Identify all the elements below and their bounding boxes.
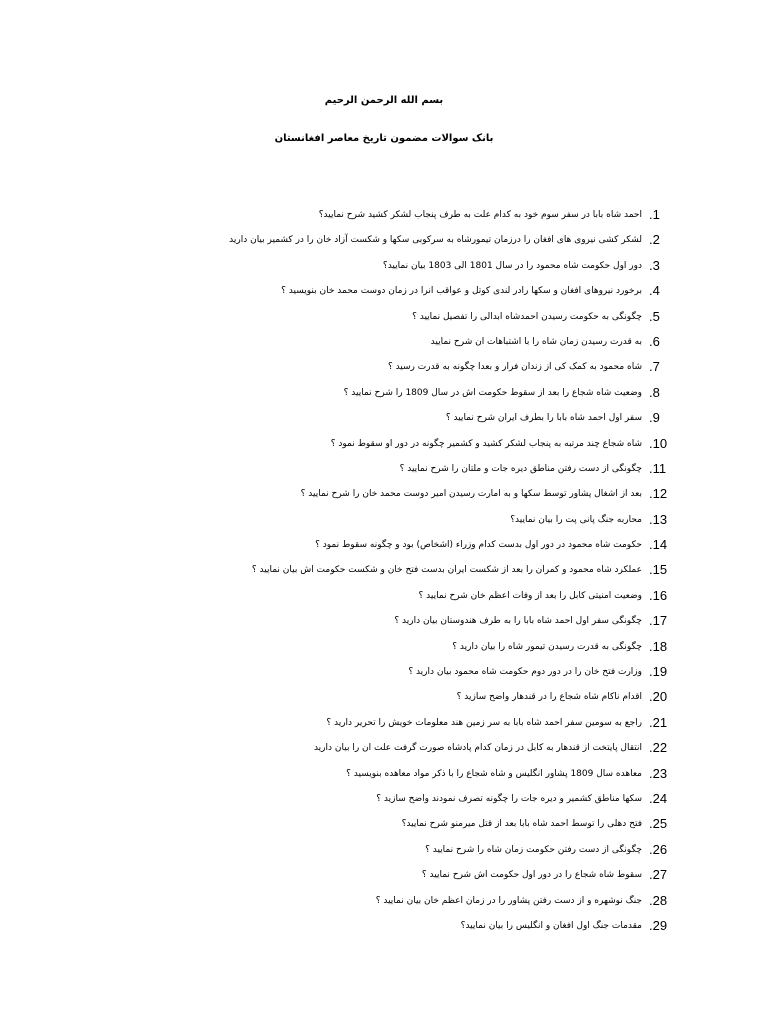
question-item bbox=[0, 558, 768, 583]
question-number: .10 bbox=[649, 435, 668, 451]
document-title: بانک سوالات مضمون تاریخ معاصر افغانستان bbox=[274, 133, 494, 144]
question-number: .26 bbox=[649, 841, 668, 857]
question-text: چگونگی از دست رفتن حکومت زمان شاه را شرح نمایید ؟ bbox=[425, 844, 642, 855]
question-item bbox=[0, 533, 768, 558]
question-text: لشکر کشی نیروی های افغان را درزمان تیمورشاه به سرکوبی سکها و شکست آزاد خان را در کشمیر بیان دارید bbox=[229, 235, 642, 246]
question-item bbox=[0, 609, 768, 634]
question-item bbox=[0, 660, 768, 685]
question-text: سفر اول احمد شاه بابا را بطرف ایران شرح نمایید ؟ bbox=[445, 413, 642, 424]
question-number: .19 bbox=[649, 664, 668, 680]
question-number: .24 bbox=[649, 790, 668, 806]
question-text: به قدرت رسیدن زمان شاه را با اشتباهات ان شرح نمایید bbox=[430, 336, 642, 347]
question-item bbox=[0, 381, 768, 406]
question-item bbox=[0, 711, 768, 736]
question-text: وضعیت امنیتی کابل را بعد از وفات اعظم خان شرح نمایید ؟ bbox=[418, 590, 642, 601]
question-item bbox=[0, 635, 768, 660]
question-number: .15 bbox=[649, 562, 668, 578]
question-item bbox=[0, 254, 768, 279]
question-number: .6 bbox=[649, 333, 660, 349]
question-number: .27 bbox=[649, 867, 668, 883]
question-number: .4 bbox=[649, 283, 660, 299]
question-item bbox=[0, 228, 768, 253]
question-text: چگونگی به قدرت رسیدن تیمور شاه را بیان دارید ؟ bbox=[452, 641, 642, 652]
question-item bbox=[0, 914, 768, 939]
question-number: .28 bbox=[649, 892, 668, 908]
question-text: محاربه جنگ پانی پت را بیان نمایید؟ bbox=[510, 514, 642, 525]
question-text: عملکرد شاه محمود و کمران را بعد از شکست ایران بدست فتح خان و شکست حکومت اش بیان نمایید ؟ bbox=[251, 565, 642, 576]
question-number: .29 bbox=[649, 917, 668, 933]
question-number: .1 bbox=[649, 207, 660, 222]
question-item bbox=[0, 584, 768, 609]
question-text: انتقال پایتخت از قندهار به کابل در زمان کدام پادشاه صورت گرفت علت ان را بیان دارید bbox=[313, 743, 642, 754]
question-text: راجع به سومین سفر احمد شاه بابا به سر زمین هند معلومات خویش را تحریر دارید ؟ bbox=[326, 717, 642, 728]
question-item bbox=[0, 685, 768, 710]
question-text: معاهده سال 1809 پشاور انگلیس و شاه شجاع را با ذکر مواد معاهده بنویسید ؟ bbox=[346, 768, 642, 779]
question-text: سکها مناطق کشمیر و دیره جات را چگونه تصرف نمودند واضح سازید ؟ bbox=[376, 793, 642, 804]
question-item bbox=[0, 508, 768, 533]
question-item bbox=[0, 863, 768, 888]
question-number: .14 bbox=[649, 537, 668, 553]
question-list bbox=[0, 203, 768, 939]
question-number: .5 bbox=[649, 308, 660, 324]
question-text: سقوط شاه شجاع را در دور اول حکومت اش شرح نمایید ؟ bbox=[421, 870, 642, 881]
question-number: .22 bbox=[649, 740, 668, 756]
question-item bbox=[0, 355, 768, 380]
question-item bbox=[0, 787, 768, 812]
question-text: مقدمات جنگ اول افغان و انگلیس را بیان نمایید؟ bbox=[460, 920, 642, 931]
question-number: .25 bbox=[649, 816, 668, 832]
question-number: .12 bbox=[649, 486, 668, 502]
question-text: شاه محمود به کمک کی از زندان فرار و بعدا چگونه به قدرت رسید ؟ bbox=[387, 362, 642, 373]
question-text: چگونگی از دست رفتن مناطق دیره جات و ملتان را شرح نمایید ؟ bbox=[399, 463, 642, 474]
question-text: وضعیت شاه شجاع را بعد از سقوط حکومت اش در سال 1809 را شرح نمایید ؟ bbox=[343, 387, 642, 398]
question-number: .20 bbox=[649, 689, 668, 705]
question-item bbox=[0, 457, 768, 482]
question-text: شاه شجاع چند مرتبه به پنجاب لشکر کشید و کشمیر چگونه در دور او سقوط نمود ؟ bbox=[330, 438, 642, 449]
question-text: وزارت فتح خان را در دور دوم حکومت شاه محمود بیان دارید ؟ bbox=[408, 667, 642, 678]
question-text: چگونگی سفر اول احمد شاه بابا را به طرف هندوستان بیان دارید ؟ bbox=[394, 616, 642, 627]
question-number: .8 bbox=[649, 384, 660, 400]
question-number: .21 bbox=[649, 714, 668, 730]
question-number: .9 bbox=[649, 410, 660, 426]
question-item bbox=[0, 203, 768, 228]
question-number: .11 bbox=[649, 460, 667, 476]
question-number: .13 bbox=[649, 511, 668, 527]
question-item bbox=[0, 812, 768, 837]
question-text: بعد از اشغال پشاور توسط سکها و به امارت رسیدن امیر دوست محمد خان را شرح نمایید ؟ bbox=[300, 489, 642, 500]
question-item bbox=[0, 482, 768, 507]
question-number: .17 bbox=[649, 613, 668, 629]
question-item bbox=[0, 330, 768, 355]
question-item bbox=[0, 432, 768, 457]
question-item bbox=[0, 762, 768, 787]
question-item bbox=[0, 838, 768, 863]
question-text: فتح دهلی را توسط احمد شاه بابا بعد از قتل میرمنو شرح نمایید؟ bbox=[401, 819, 642, 830]
question-number: .3 bbox=[649, 257, 660, 273]
bismillah-heading: بسم الله الرحمن الرحیم bbox=[324, 95, 444, 106]
question-number: .2 bbox=[649, 232, 660, 248]
question-item bbox=[0, 736, 768, 761]
question-number: .16 bbox=[649, 587, 668, 603]
question-number: .7 bbox=[649, 359, 660, 375]
question-text: جنگ نوشهره و از دست رفتن پشاور را در زمان اعظم خان بیان نمایید ؟ bbox=[375, 895, 642, 906]
question-number: .18 bbox=[649, 638, 668, 654]
question-item bbox=[0, 889, 768, 914]
question-text: اقدام ناکام شاه شجاع را در قندهار واضح سازید ؟ bbox=[456, 692, 642, 703]
question-text: حکومت شاه محمود در دور اول بدست کدام وزراء (اشخاص) بود و چگونه سقوط نمود ؟ bbox=[315, 540, 642, 551]
question-number: .23 bbox=[649, 765, 668, 781]
question-text: برخورد نیروهای افغان و سکها رادر لندی کوتل و عواقب انرا در زمان دوست محمد خان بنویسید ؟ bbox=[281, 286, 642, 297]
question-item bbox=[0, 279, 768, 304]
question-item bbox=[0, 305, 768, 330]
question-text: چگونگی به حکومت رسیدن احمدشاه ابدالی را تفصیل نمایید ؟ bbox=[412, 311, 642, 322]
question-item bbox=[0, 406, 768, 431]
question-text: دور اول حکومت شاه محمود را در سال 1801 الی 1803 بیان نمایید؟ bbox=[382, 260, 642, 271]
question-text: احمد شاه بابا در سفر سوم خود به کدام علت به طرف پنجاب لشکر کشید شرح نمایید؟ bbox=[318, 210, 642, 220]
